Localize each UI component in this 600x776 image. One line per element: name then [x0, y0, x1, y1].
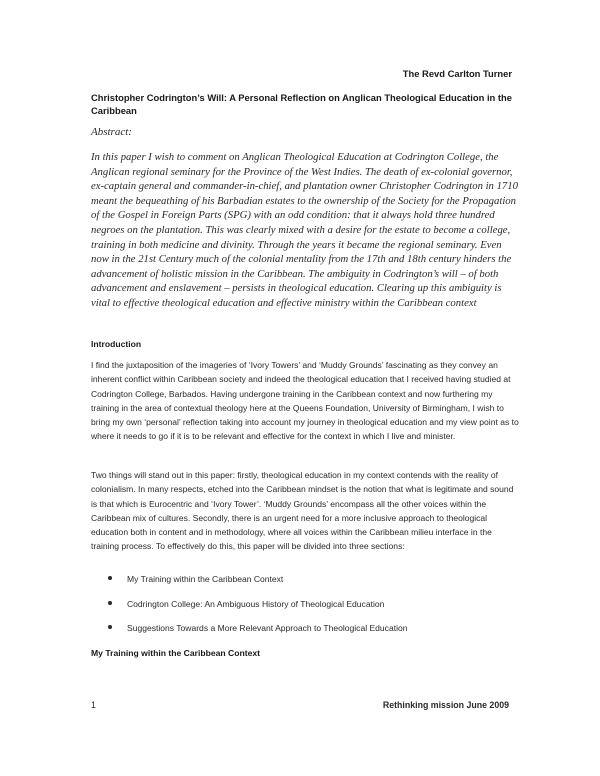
introduction-heading: Introduction — [91, 339, 142, 349]
introduction-paragraph-1: I find the juxtaposition of the imageries of ‘Ivory Towers’ and ‘Muddy Grounds’ fascinating as they convey an inherent conflict within Caribbean society and indeed the theological education that I received having studied at Codrington College, Barbados. Having undergone training in the Caribbean context and now furthering my training in the area of contextual theology here at the Queens Foundation, University of Birmingham, I wish to bring my own ‘personal’ reflection taking into account my journey in theological education and my view point as to where it needs to go if it is to be relevant and effective for the context in which I live and minister. — [91, 360, 519, 442]
bullet-icon — [108, 576, 112, 580]
section-list-item — [91, 621, 521, 646]
abstract-label: Abstract: — [91, 126, 132, 138]
section-list-item — [91, 597, 521, 622]
section-list-item-label: Suggestions Towards a More Relevant Approach to Theological Education — [127, 623, 408, 633]
section-heading-training: My Training within the Caribbean Context — [91, 648, 261, 658]
introduction-paragraph-2: Two things will stand out in this paper: firstly, theological education in my context contends with the reality of colonialism. In many respects, etched into the Caribbean mindset is the notion that what is legitimate and sound is that which is Eurocentric and ‘Ivory Tower’. ‘Muddy Grounds’ encompass all the other voices within the Caribbean mix of cultures. Secondly, there is an urgent need for a more inclusive approach to theological education both in content and in methodology, where all voices within the Caribbean milieu interface in the training process. To effectively do this, this paper will be divided into three sections: — [91, 470, 514, 552]
section-list-item-label: Codrington College: An Ambiguous History of Theological Education — [127, 598, 385, 609]
paper-title: Christopher Codrington’s Will: A Personal Reflection on Anglican Theological Education in the Caribbean — [91, 92, 512, 116]
section-list-item-label: My Training within the Caribbean Context — [127, 574, 284, 584]
section-list — [91, 572, 521, 646]
author-name: The Revd Carlton Turner — [402, 68, 512, 79]
section-list-item — [91, 572, 521, 597]
page-number: 1 — [91, 700, 96, 710]
abstract-text: In this paper I wish to comment on Anglican Theological Education at Codrington College, the Anglican regional seminary for the Province of the West Indies. The death of ex-colonial governor, ex-captain general and commander-in-chief, and plantation owner Christopher Codrington in 1710 meant the bequeathing of his Barbadian estates to the ownership of the Society for the Propagation of the Gospel in Foreign Parts (SPG) with an odd condition: that it always hold three hundred negroes on the plantation. This was clearly mixed with a desire for the estate to become a college, training in both medicine and divinity. Through the years it became the regional seminary. Even now in the 21st Century much of the colonial mentality from the 17th and 18th century hinders the advancement of holistic mission in the Caribbean. The ambiguity in Codrington’s will – of both advancement and enslavement – persists in theological education. Clearing up this ambiguity is vital to effective theological education and effective ministry within the Caribbean context — [91, 151, 518, 309]
bullet-icon — [108, 601, 112, 605]
footer-note: Rethinking mission June 2009 — [382, 700, 509, 710]
bullet-icon — [108, 625, 112, 629]
